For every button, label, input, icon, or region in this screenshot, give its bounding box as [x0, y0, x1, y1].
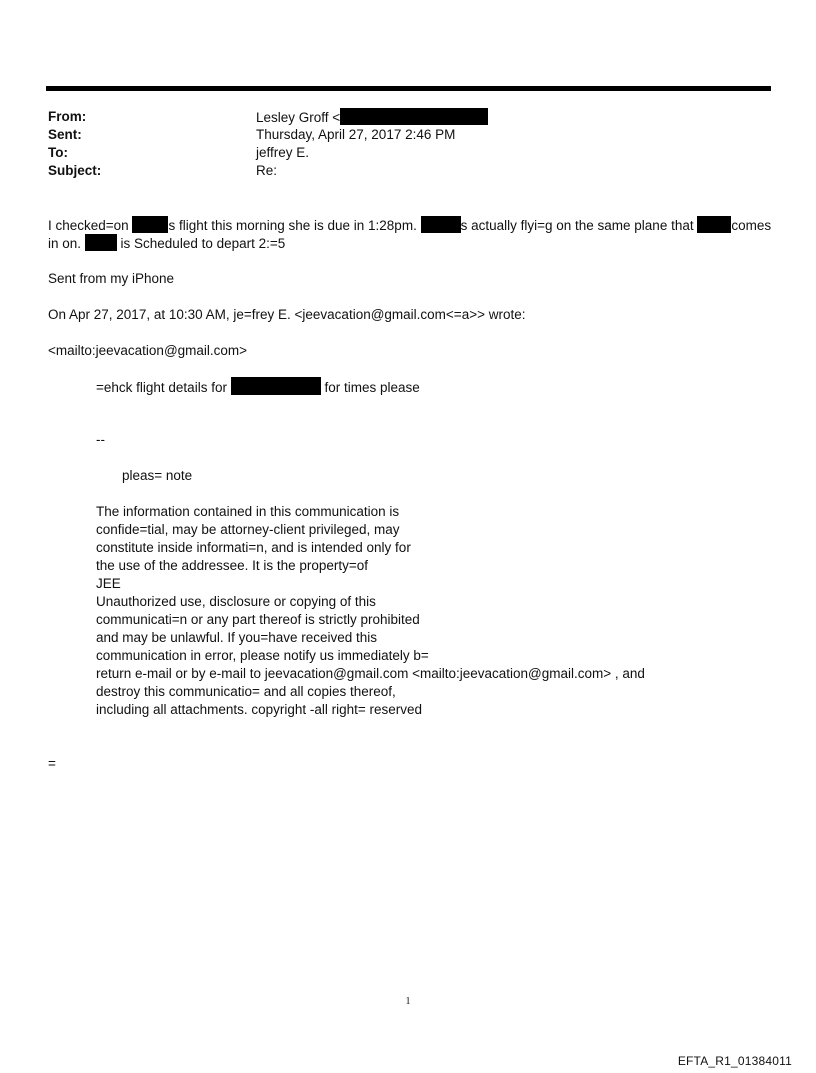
trailing-char: =	[48, 756, 56, 771]
from-row	[48, 108, 648, 126]
text-fragment: I checked=on	[48, 218, 133, 233]
disclaimer-line: The information contained in this communication is	[96, 504, 400, 519]
page-number: 1	[405, 996, 411, 1007]
disclaimer-line: including all attachments. copyright -all right= reserved	[96, 702, 423, 717]
redaction-block	[421, 216, 461, 233]
disclaimer-line: communication in error, please notify us immediately b=	[96, 648, 429, 663]
text-fragment: is Scheduled to depart 2:=5	[116, 236, 286, 251]
redaction-block	[340, 108, 488, 125]
quote-intro: On Apr 27, 2017, at 10:30 AM, je=frey E. <jeevacation@gmail.com<=a>> wrote:	[48, 307, 526, 322]
from-name: Lesley Groff <	[256, 110, 341, 125]
disclaimer-line: and may be unlawful. If you=have received this	[96, 630, 378, 645]
message-line-2	[48, 234, 285, 253]
text-fragment: in on.	[48, 236, 85, 251]
text-fragment: =ehck flight details for	[96, 380, 231, 395]
redaction-block	[132, 216, 168, 233]
disclaimer-line: JEE	[96, 576, 121, 591]
to-label: To:	[48, 145, 68, 160]
sent-value: Thursday, April 27, 2017 2:46 PM	[256, 127, 456, 142]
from-label: From:	[48, 109, 87, 124]
redaction-block	[85, 234, 117, 251]
quoted-request	[96, 377, 420, 397]
text-fragment: s actually flyi=g on the same plane that	[460, 218, 698, 233]
disclaimer-line: destroy this communicatio= and all copies thereof,	[96, 684, 396, 699]
signature: Sent from my iPhone	[48, 271, 175, 286]
redaction-block	[231, 377, 321, 395]
signature-separator: --	[96, 432, 105, 447]
disclaimer-line: confide=tial, may be attorney-client privileged, may	[96, 522, 400, 537]
mailto-line: <mailto:jeevacation@gmail.com>	[48, 343, 248, 358]
disclaimer-line: constitute inside informati=n, and is intended only for	[96, 540, 411, 555]
disclaimer-line: communicati=n or any part thereof is strictly prohibited	[96, 612, 420, 627]
subject-label: Subject:	[48, 163, 102, 178]
disclaimer-line: the use of the addressee. It is the property=of	[96, 558, 369, 573]
from-value	[256, 108, 488, 126]
email-header	[48, 108, 648, 180]
sent-row	[48, 126, 648, 144]
sent-label: Sent:	[48, 127, 82, 142]
disclaimer-line: Unauthorized use, disclosure or copying of this	[96, 594, 376, 609]
document-id: EFTA_R1_01384011	[677, 1054, 792, 1068]
disclaimer-line: return e-mail or by e-mail to jeevacation@gmail.com <mailto:jeevacation@gmail.com> , and	[96, 666, 645, 681]
header-rule	[46, 86, 771, 91]
text-fragment: s flight this morning she is due in 1:28pm.	[168, 218, 421, 233]
to-row	[48, 144, 648, 162]
text-fragment: comes	[731, 218, 772, 233]
message-line-1	[48, 216, 771, 235]
redaction-block	[697, 216, 731, 233]
note-heading: pleas= note	[122, 468, 193, 483]
to-value: jeffrey E.	[256, 145, 310, 160]
subject-value: Re:	[256, 163, 278, 178]
subject-row	[48, 162, 648, 180]
text-fragment: for times please	[320, 380, 420, 395]
